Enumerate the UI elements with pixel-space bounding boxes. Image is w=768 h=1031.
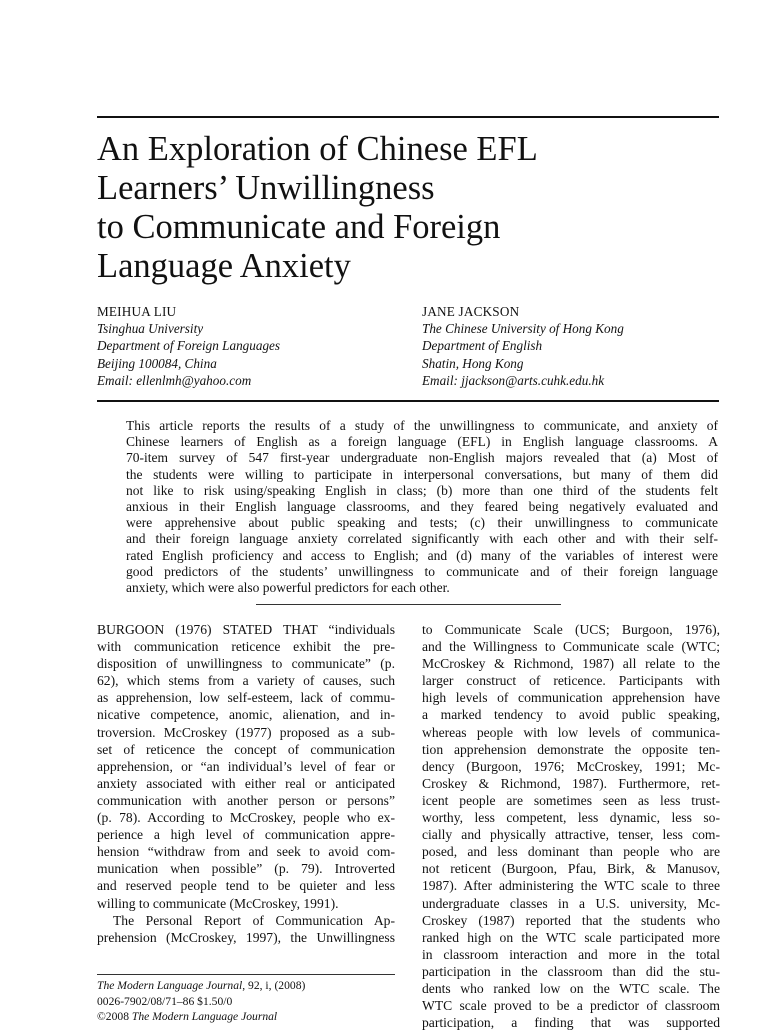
footnote bbox=[97, 978, 397, 1025]
text-line: and the Willingness to Communicate scale (WTC; bbox=[422, 639, 720, 655]
author-location: Shatin, Hong Kong bbox=[422, 355, 524, 371]
text-line: WTC scale proved to be a predictor of classroom bbox=[422, 998, 720, 1014]
title-line: An Exploration of Chinese EFL bbox=[97, 130, 538, 168]
title-line: to Communicate and Foreign bbox=[97, 208, 501, 246]
article-title bbox=[97, 130, 717, 286]
author-department: Department of Foreign Languages bbox=[97, 338, 281, 354]
text-line: worthy, less competent, less dynamic, less so- bbox=[422, 810, 720, 826]
text-line: whereas people with low levels of communica- bbox=[422, 724, 720, 740]
text-line: rated English proficiency and access to English; and (d) many of the variables of interest were bbox=[126, 547, 718, 563]
journal-name: The Modern Language Journal bbox=[97, 979, 243, 992]
footnote-copyright bbox=[97, 1009, 397, 1025]
text-line: and reserved people tend to be quieter and less bbox=[97, 878, 395, 894]
text-line: good predictors of the students’ unwillingness to communicate and of their foreign language bbox=[126, 563, 718, 579]
text-line: prehension (McCroskey, 1997), the Unwillingness bbox=[97, 929, 395, 945]
text-line: hension “withdraw from and seek to avoid com- bbox=[97, 844, 395, 860]
body-column-left bbox=[97, 621, 395, 946]
title-line: Learners’ Unwillingness bbox=[97, 169, 435, 207]
author-name: JANE JACKSON bbox=[422, 304, 520, 319]
body-column-right bbox=[422, 621, 720, 1031]
text-line: McCroskey & Richmond, 1987) all relate to the bbox=[422, 656, 720, 672]
text-line: (p. 78). According to McCroskey, people who ex- bbox=[97, 810, 395, 826]
author-location: Beijing 100084, China bbox=[97, 355, 217, 371]
footnote-code: 0026-7902/08/71–86 $1.50/0 bbox=[97, 994, 233, 1008]
text-line: willing to communicate (McCroskey, 1991). bbox=[97, 895, 339, 911]
text-line: posed, and less dominant than people who are bbox=[422, 844, 720, 860]
text-line: 62), which stems from a variety of causes, such bbox=[97, 673, 395, 689]
text-line: were apprehensive about public speaking and tests; (c) their unwillingness to communicate bbox=[126, 515, 718, 531]
text-line: troversion. McCroskey (1977) proposed as a sub- bbox=[97, 724, 395, 740]
text-line: anxiety, which were also powerful predictors for each other. bbox=[126, 580, 450, 596]
text-line: munication when possible” (p. 79). Introverted bbox=[97, 861, 395, 877]
text-line: larger construct of reticence. Participants with bbox=[422, 673, 720, 689]
author-department: Department of English bbox=[422, 338, 543, 354]
copyright-prefix: ©2008 bbox=[97, 1010, 132, 1023]
text-line: undergraduate classes in a U.S. university, Mc- bbox=[422, 895, 720, 911]
text-line: The Personal Report of Communication Ap- bbox=[113, 912, 395, 928]
text-line: tion apprehension demonstrate the opposite ten- bbox=[422, 741, 720, 757]
footnote-citation bbox=[97, 978, 397, 994]
text-line: as apprehension, low self-esteem, lack of commu- bbox=[97, 690, 395, 706]
footnote-rule bbox=[97, 974, 395, 975]
text-line: with communication reticence exhibit the pre- bbox=[97, 639, 395, 655]
copyright-journal: The Modern Language Journal bbox=[131, 1010, 278, 1023]
text-line: cially and physically attractive, tenser, less com- bbox=[422, 827, 720, 843]
text-line: nicative competence, anomic, alienation, and in- bbox=[97, 707, 395, 723]
title-line: Language Anxiety bbox=[97, 247, 351, 285]
text-line: icent people are sometimes seen as less trust- bbox=[422, 792, 720, 808]
text-line: set of reticence the concept of communication bbox=[97, 741, 395, 757]
text-line: ranked high on the WTC scale participated more bbox=[422, 929, 720, 945]
text-line: perience a high level of communication appre- bbox=[97, 827, 395, 843]
text-line: the students were willing to participate in interpersonal conversations, but many of them did bbox=[126, 466, 718, 482]
header-divider bbox=[97, 400, 719, 402]
author-affiliation: Tsinghua University bbox=[97, 321, 204, 337]
text-line: anxious in their English language classrooms, and they feared being negatively evaluated and bbox=[126, 499, 718, 515]
text-line: communication with another person or persons” bbox=[97, 792, 395, 808]
text-line: This article reports the results of a study of the unwillingness to communicate, and anxiety of bbox=[126, 418, 718, 433]
text-line: high levels of communication apprehension have bbox=[422, 690, 720, 706]
text-line: a marked tendency to avoid public speaking, bbox=[422, 707, 720, 723]
author-email[interactable]: Email: ellenlmh@yahoo.com bbox=[97, 372, 252, 388]
author-email[interactable]: Email: jjackson@arts.cuhk.edu.hk bbox=[422, 372, 605, 388]
text-line: participation in the classroom than did the stu- bbox=[422, 963, 720, 979]
author-affiliation: The Chinese University of Hong Kong bbox=[422, 321, 624, 337]
text-line: 1987). After administering the WTC scale to three bbox=[422, 878, 720, 894]
text-line: Croskey (1987) reported that the students who bbox=[422, 912, 720, 928]
text-line: Chinese learners of English as a foreign language (EFL) in English language classrooms. A bbox=[126, 434, 718, 450]
text-line: participation, a finding that was supported bbox=[422, 1015, 720, 1031]
author-block-1 bbox=[97, 303, 397, 389]
text-line: and their foreign language anxiety correlated significantly with each other and with their self- bbox=[126, 531, 718, 547]
text-line: not like to risk using/speaking English in class; (b) more than one third of the students felt bbox=[126, 482, 718, 498]
journal-citation: , 92, i, (2008) bbox=[242, 979, 306, 992]
text-line: anxiety associated with either real or anticipated bbox=[97, 775, 395, 791]
text-line: dents who ranked low on the WTC scale. The bbox=[422, 980, 720, 996]
text-line: dency (Burgoon, 1976; McCroskey, 1991; Mc- bbox=[422, 758, 720, 774]
author-name: MEIHUA LIU bbox=[97, 304, 177, 319]
author-block-2 bbox=[422, 303, 722, 389]
text-line: apprehension, or “an individual’s level of fear or bbox=[97, 758, 395, 774]
text-line: 70-item survey of 547 first-year undergraduate non-English majors revealed that (a) Most of bbox=[126, 450, 718, 466]
abstract-divider bbox=[256, 604, 561, 605]
text-line: to Communicate Scale (UCS; Burgoon, 1976), bbox=[422, 622, 720, 637]
text-line: not reticent (Burgoon, Pfau, Birk, & Manusov, bbox=[422, 861, 720, 877]
text-line: Croskey & Richmond, 1987). Furthermore, ret- bbox=[422, 775, 720, 791]
abstract bbox=[126, 418, 718, 596]
text-line: in classroom interaction and more in the total bbox=[422, 946, 720, 962]
top-rule bbox=[97, 116, 719, 118]
text-line: BURGOON (1976) STATED THAT “individuals bbox=[97, 622, 395, 637]
text-line: disposition of unwillingness to communicate” (p. bbox=[97, 656, 395, 672]
